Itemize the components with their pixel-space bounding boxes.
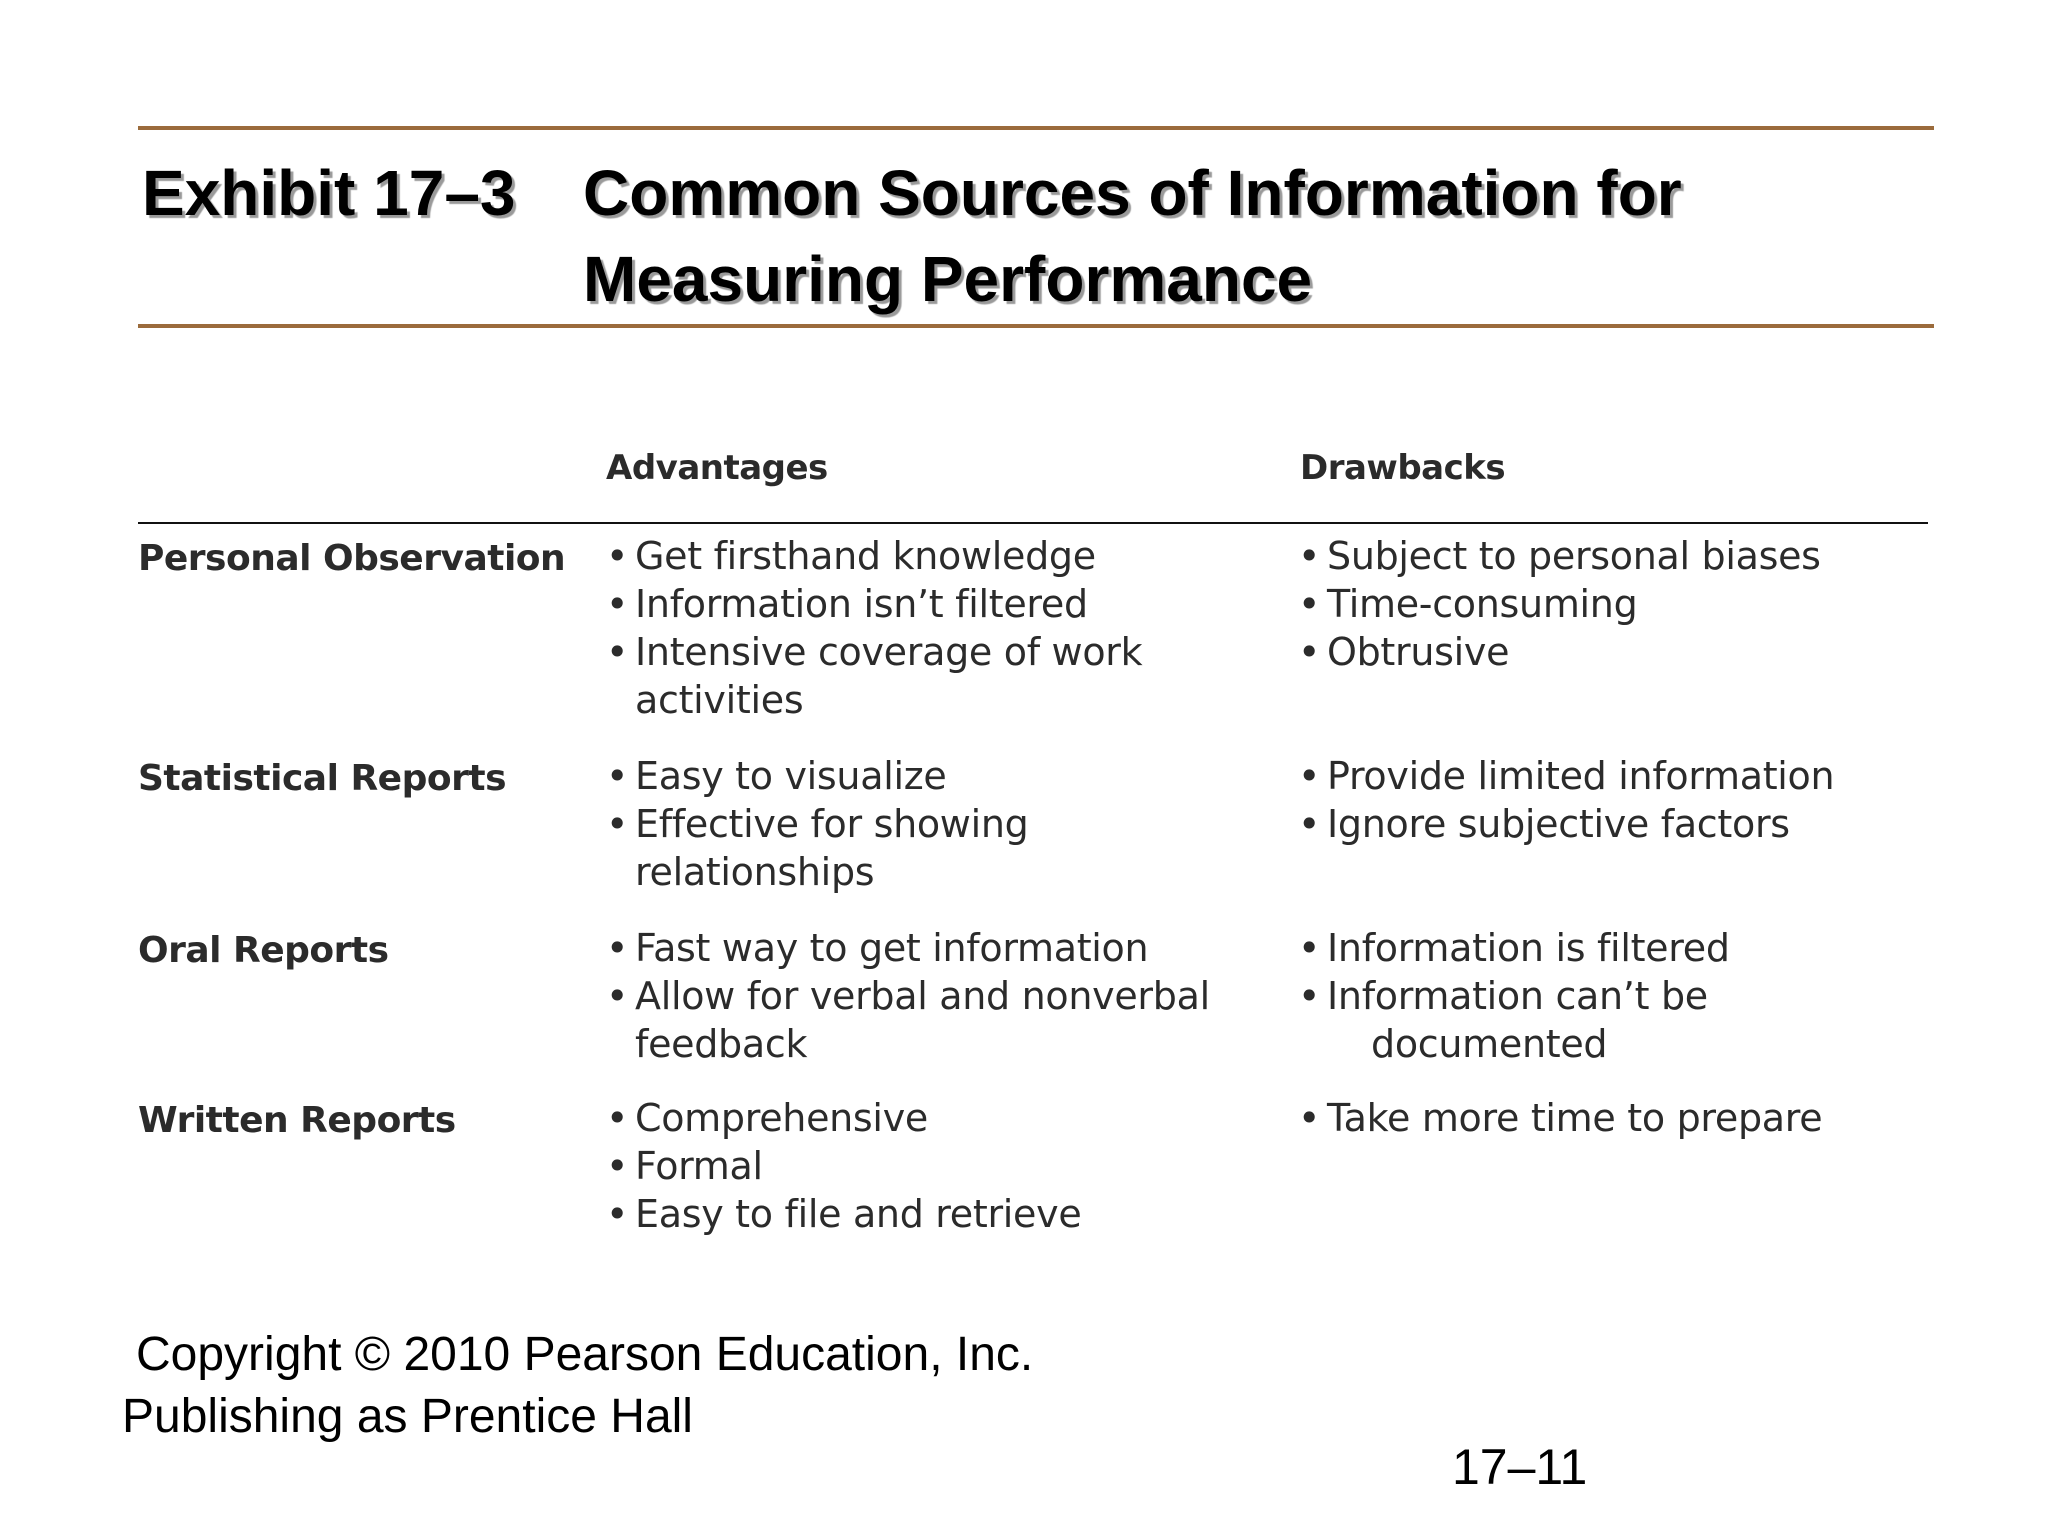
list-item-text: Easy to visualize: [635, 754, 947, 798]
bullet-icon: •: [1298, 534, 1321, 578]
drawbacks-header: Drawbacks: [1300, 448, 1506, 488]
bullet-icon: •: [1298, 754, 1321, 798]
title-line-1: Common Sources of Information for: [583, 157, 1682, 229]
row-source-label: Personal Observation: [138, 538, 566, 579]
advantages-list: [606, 752, 1246, 896]
list-item-text: documented: [1371, 1022, 1608, 1066]
list-item-text: Subject to personal biases: [1327, 534, 1821, 578]
sources-table: [138, 440, 1928, 1236]
list-item-text: Obtrusive: [1327, 630, 1510, 674]
list-item-text: feedback: [635, 1022, 808, 1066]
bullet-icon: •: [606, 534, 629, 578]
bullet-icon: •: [1298, 582, 1321, 626]
drawbacks-list: [1298, 924, 1938, 1068]
bullet-icon: •: [1298, 802, 1321, 846]
list-item-text: Fast way to get information: [635, 926, 1149, 970]
list-item: [1298, 580, 1938, 628]
slide-number: 17–11: [1452, 1439, 1588, 1495]
list-item: [606, 800, 1246, 896]
table-header: [138, 440, 1928, 524]
list-item: [606, 1094, 1246, 1142]
list-item: [606, 1190, 1246, 1238]
bullet-icon: •: [1298, 630, 1321, 674]
list-item-text: Information isn’t filtered: [635, 582, 1088, 626]
list-item-text: Time-consuming: [1327, 582, 1638, 626]
drawbacks-list: [1298, 752, 1938, 848]
exhibit-label: Exhibit 17–3: [142, 157, 516, 229]
list-item: [606, 532, 1246, 580]
list-item-text: Take more time to prepare: [1327, 1096, 1823, 1140]
list-item: [1298, 532, 1938, 580]
list-item: [606, 628, 1246, 724]
drawbacks-list: [1298, 1094, 1938, 1142]
list-item-text: Easy to file and retrieve: [635, 1192, 1082, 1236]
list-item: [1298, 924, 1938, 972]
list-item-text: activities: [635, 678, 804, 722]
advantages-list: [606, 1094, 1246, 1238]
list-item-text: Comprehensive: [635, 1096, 928, 1140]
row-source-label: Written Reports: [138, 1100, 456, 1141]
list-item: [1298, 800, 1938, 848]
bullet-icon: •: [606, 802, 629, 846]
list-item: [606, 752, 1246, 800]
list-item-text: relationships: [635, 850, 875, 894]
list-item: [606, 580, 1246, 628]
bullet-icon: •: [606, 630, 629, 674]
bullet-icon: •: [606, 1192, 629, 1236]
list-item-text: Information is filtered: [1327, 926, 1730, 970]
bullet-icon: •: [1298, 926, 1321, 970]
list-item-text: Get firsthand knowledge: [635, 534, 1096, 578]
list-item: [1298, 1094, 1938, 1142]
row-source-label: Statistical Reports: [138, 758, 506, 799]
bullet-icon: •: [606, 974, 629, 1018]
row-source-label: Oral Reports: [138, 930, 389, 971]
list-item-text: Ignore subjective factors: [1327, 802, 1790, 846]
bullet-icon: •: [606, 1096, 629, 1140]
bullet-icon: •: [606, 1144, 629, 1188]
advantages-list: [606, 924, 1246, 1068]
copyright-notice: [122, 1324, 1033, 1448]
title-top-rule: [138, 126, 1934, 130]
advantages-list: [606, 532, 1246, 724]
list-item-text: Provide limited information: [1327, 754, 1835, 798]
copyright-line-2: Publishing as Prentice Hall: [122, 1390, 693, 1443]
bullet-icon: •: [606, 582, 629, 626]
bullet-icon: •: [1298, 1096, 1321, 1140]
list-item: [606, 924, 1246, 972]
advantages-header: Advantages: [606, 448, 828, 488]
slide-title: [142, 150, 1932, 322]
bullet-icon: •: [1298, 974, 1321, 1018]
list-item-text: Information can’t be: [1327, 974, 1708, 1018]
list-item: [606, 1142, 1246, 1190]
list-item-text: Intensive coverage of work: [635, 630, 1143, 674]
list-item: [1298, 972, 1938, 1068]
copyright-line-1: Copyright © 2010 Pearson Education, Inc.: [136, 1328, 1034, 1381]
drawbacks-list: [1298, 532, 1938, 676]
list-item-text: Formal: [635, 1144, 763, 1188]
list-item-text: Allow for verbal and nonverbal: [635, 974, 1210, 1018]
list-item: [606, 972, 1246, 1068]
bullet-icon: •: [606, 754, 629, 798]
list-item: [1298, 752, 1938, 800]
list-item-text: Effective for showing: [635, 802, 1029, 846]
title-bottom-rule: [138, 324, 1934, 328]
bullet-icon: •: [606, 926, 629, 970]
title-line-2: Measuring Performance: [583, 243, 1313, 315]
list-item: [1298, 628, 1938, 676]
